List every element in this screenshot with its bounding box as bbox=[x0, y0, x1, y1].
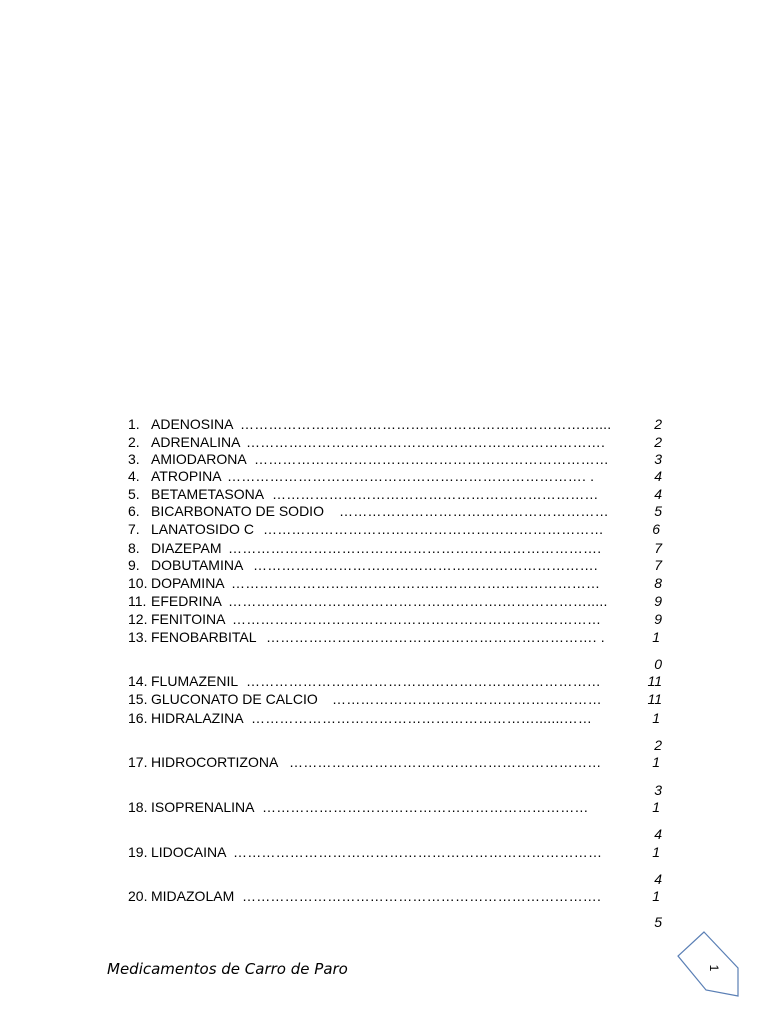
toc-entry-page: 1 bbox=[652, 844, 660, 860]
toc-entry-number: 13. bbox=[128, 629, 148, 645]
toc-entry-number: 15. bbox=[128, 691, 148, 707]
toc-entry-leader: ………………………………………………………… bbox=[289, 754, 602, 770]
toc-entry bbox=[0, 870, 768, 888]
toc-entry-leader: …………………………………………………………………. bbox=[246, 434, 606, 450]
toc-entry-page: 4 bbox=[654, 468, 662, 484]
toc-entry-title: GLUCONATO DE CALCIO bbox=[151, 691, 318, 707]
toc-entry bbox=[0, 502, 768, 520]
toc-entry bbox=[0, 753, 768, 771]
toc-entry-leader: ………………………………………………………………… bbox=[254, 451, 609, 467]
toc-entry-title: LIDOCAINA bbox=[151, 844, 227, 860]
toc-entry-page: 6 bbox=[652, 521, 660, 537]
toc-entry-page: 7 bbox=[654, 540, 662, 556]
toc-entry bbox=[0, 467, 768, 485]
toc-entry bbox=[0, 450, 768, 468]
toc-entry bbox=[0, 628, 768, 646]
toc-entry-title: FLUMAZENIL bbox=[151, 673, 239, 689]
toc-entry-title: ISOPRENALINA bbox=[151, 799, 255, 815]
toc-entry bbox=[0, 485, 768, 503]
toc-entry-leader: …………………………………………………………………… bbox=[232, 611, 602, 627]
toc-entry bbox=[0, 520, 768, 538]
toc-entry-page: 1 bbox=[652, 799, 660, 815]
toc-entry-title: LANATOSIDO C bbox=[151, 521, 254, 537]
toc-entry-page: 11 bbox=[647, 673, 662, 689]
toc-entry-page: 3 bbox=[654, 782, 662, 798]
toc-entry-leader: ………………………………………………………………… bbox=[246, 673, 601, 689]
toc-entry bbox=[0, 825, 768, 843]
toc-entry-page: 4 bbox=[654, 486, 662, 502]
toc-entry bbox=[0, 539, 768, 557]
page-number: 1 bbox=[707, 964, 721, 972]
toc-entry bbox=[0, 574, 768, 592]
toc-entry-title: ADRENALINA bbox=[151, 434, 241, 450]
toc-entry-title: ADENOSINA bbox=[151, 416, 234, 432]
toc-entry-title: DIAZEPAM bbox=[151, 540, 222, 556]
toc-entry bbox=[0, 887, 768, 905]
toc-entry bbox=[0, 736, 768, 754]
toc-entry-page: 2 bbox=[654, 737, 662, 753]
toc-entry bbox=[0, 913, 768, 931]
page-number-badge bbox=[674, 930, 744, 1000]
toc-entry-number: 14. bbox=[128, 673, 148, 689]
toc-entry-page: 1 bbox=[652, 710, 660, 726]
toc-entry-number: 2. bbox=[128, 434, 140, 450]
toc-entry-page: 4 bbox=[654, 826, 662, 842]
toc-entry-page: 1 bbox=[652, 888, 660, 904]
toc-entry-page: 5 bbox=[654, 503, 662, 519]
toc-entry bbox=[0, 556, 768, 574]
toc-entry-number: 5. bbox=[128, 486, 140, 502]
toc-entry bbox=[0, 798, 768, 816]
toc-entry bbox=[0, 433, 768, 451]
toc-entry-title: FENOBARBITAL bbox=[151, 629, 257, 645]
toc-entry-title: AMIODARONA bbox=[151, 451, 247, 467]
toc-entry-title: FENITOINA bbox=[151, 611, 226, 627]
toc-entry-number: 16. bbox=[128, 710, 148, 726]
toc-entry-title: BETAMETASONA bbox=[151, 486, 265, 502]
toc-entry-number: 18. bbox=[128, 799, 148, 815]
toc-entry-number: 20. bbox=[128, 888, 148, 904]
toc-entry bbox=[0, 655, 768, 673]
toc-entry-leader: ………………………………………………………………….... bbox=[240, 416, 612, 432]
toc-entry-page: 1 bbox=[652, 629, 660, 645]
toc-entry-number: 11. bbox=[128, 593, 147, 609]
toc-entry-page: 4 bbox=[654, 871, 662, 887]
toc-entry-title: DOPAMINA bbox=[151, 575, 225, 591]
toc-entry-leader: ………………………………………………………………. bbox=[253, 557, 598, 573]
toc-entry bbox=[0, 610, 768, 628]
toc-entry-title: ATROPINA bbox=[151, 468, 222, 484]
toc-entry-title: HIDRALAZINA bbox=[151, 710, 244, 726]
footer-document-title: Medicamentos de Carro de Paro bbox=[107, 960, 348, 978]
toc-entry-page: 2 bbox=[654, 416, 662, 432]
toc-entry-leader: ………………………………………………….………………..... bbox=[228, 593, 608, 609]
toc-entry-number: 12. bbox=[128, 611, 148, 627]
toc-entry-leader: …………………………………………………………………. bbox=[242, 888, 602, 904]
toc-entry-number: 7. bbox=[128, 521, 140, 537]
toc-entry-leader: …………………………………………………………… bbox=[272, 486, 599, 502]
toc-entry-leader: ………………………………………………… bbox=[332, 691, 602, 707]
toc-entry-leader: ……………………………………………………………………. bbox=[228, 540, 602, 556]
toc-entry-number: 8. bbox=[128, 540, 140, 556]
toc-entry-page: 9 bbox=[654, 611, 662, 627]
toc-entry-page: 7 bbox=[654, 557, 662, 573]
toc-entry bbox=[0, 843, 768, 861]
toc-entry-page: 9 bbox=[654, 593, 662, 609]
toc-entry-leader: …………………………………………………………………. . bbox=[227, 468, 595, 484]
toc-entry-number: 19. bbox=[128, 844, 148, 860]
toc-entry bbox=[0, 672, 768, 690]
toc-entry-number: 1. bbox=[128, 416, 140, 432]
toc-entry bbox=[0, 592, 768, 610]
toc-entry-leader: ……………………………………………………………. . bbox=[266, 629, 605, 645]
toc-entry bbox=[0, 709, 768, 727]
toc-entry-leader: ………………………………………………… bbox=[339, 503, 609, 519]
toc-entry-number: 10. bbox=[128, 575, 148, 591]
toc-entry-number: 3. bbox=[128, 451, 140, 467]
toc-entry-title: EFEDRINA bbox=[151, 593, 222, 609]
toc-entry-page: 2 bbox=[654, 434, 662, 450]
toc-entry-leader: ……………………………………………………………… bbox=[263, 521, 604, 537]
toc-entry-page: 1 bbox=[652, 754, 660, 770]
toc-entry bbox=[0, 781, 768, 799]
toc-entry-title: DOBUTAMINA bbox=[151, 557, 244, 573]
toc-entry-number: 4. bbox=[128, 468, 140, 484]
toc-entry-number: 9. bbox=[128, 557, 140, 573]
toc-entry-title: MIDAZOLAM bbox=[151, 888, 235, 904]
toc-entry-page: 11 bbox=[647, 691, 662, 707]
toc-entry-title: BICARBONATO DE SODIO bbox=[151, 503, 324, 519]
toc-entry-number: 6. bbox=[128, 503, 140, 519]
toc-entry-leader: …………………………………………………….......…… bbox=[251, 710, 593, 726]
toc-entry-page: 5 bbox=[654, 914, 662, 930]
toc-entry-number: 17. bbox=[128, 754, 148, 770]
toc-entry-leader: …………………………………………………………………… bbox=[231, 575, 601, 591]
toc-entry-page: 3 bbox=[654, 451, 662, 467]
toc-entry bbox=[0, 415, 768, 433]
toc-entry-leader: …………………………………………………………………… bbox=[233, 844, 603, 860]
toc-entry-leader: …………………………………………………………… bbox=[262, 799, 589, 815]
toc-entry-title: HIDROCORTIZONA bbox=[151, 754, 279, 770]
toc-entry bbox=[0, 690, 768, 708]
toc-entry-page: 0 bbox=[654, 656, 662, 672]
toc-entry-page: 8 bbox=[654, 575, 662, 591]
